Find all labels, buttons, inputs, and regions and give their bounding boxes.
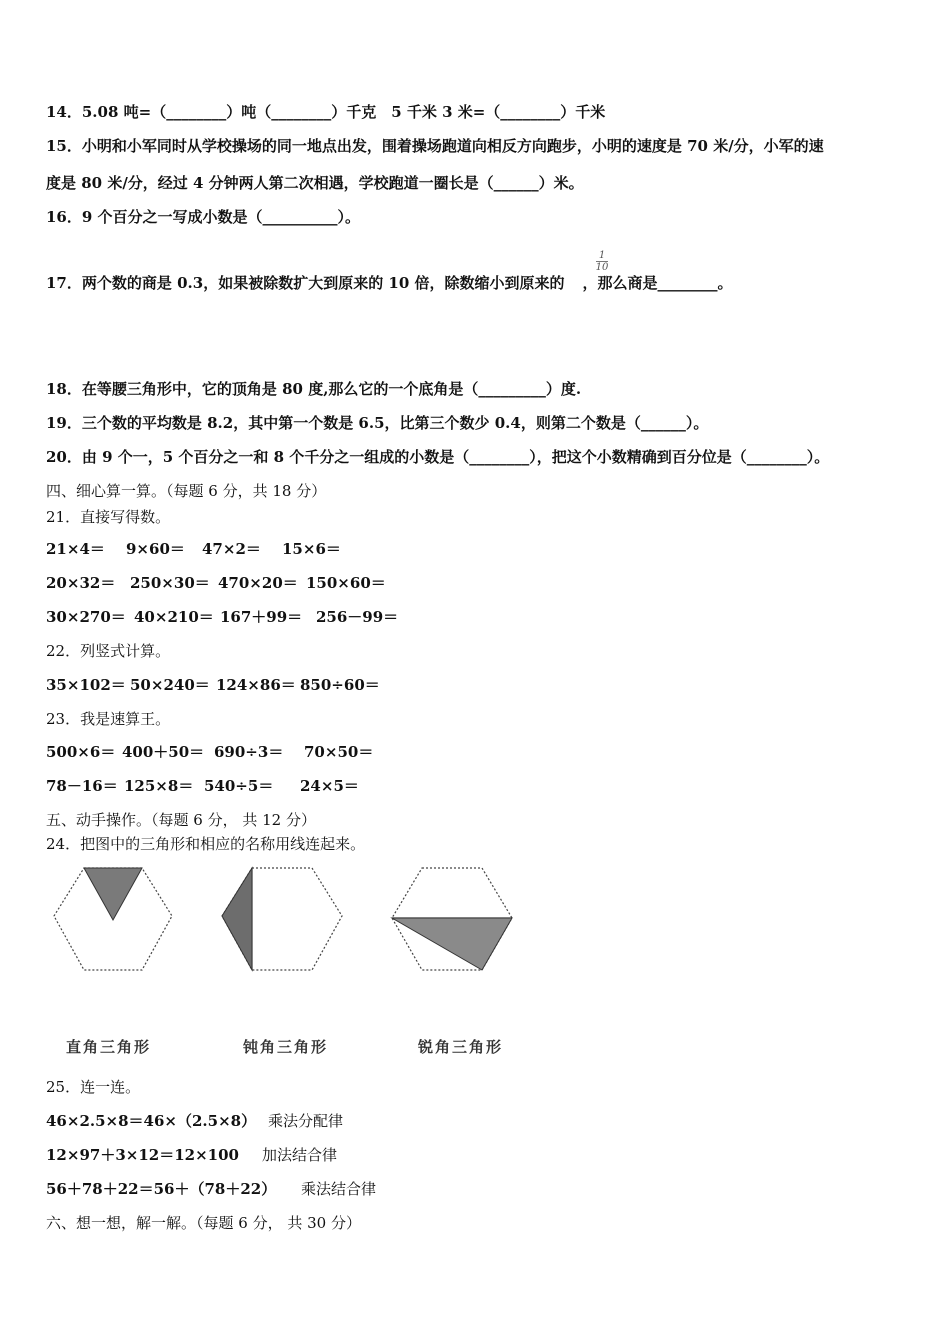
section-5-heading: 五、动手操作。（每题 6 分， 共 12 分）	[46, 811, 316, 829]
fraction-numerator: 1	[598, 250, 606, 261]
calc-item: 70×50＝	[304, 743, 374, 761]
calc-item: 167＋99＝	[220, 608, 303, 626]
question-24: 24．把图中的三角形和相应的名称用线连起来。	[46, 835, 366, 853]
calc-item: 21×4＝	[46, 540, 105, 558]
question-17-text-post: ，那么商是________。	[582, 274, 733, 292]
hexagon-right-triangle	[222, 868, 342, 970]
calc-item: 35×102＝	[46, 676, 126, 694]
hexagon-obtuse-triangle	[392, 868, 512, 970]
match-expression: 46×2.5×8＝46×（2.5×8）	[46, 1112, 257, 1130]
question-14: 14．5.08 吨=（________）吨（________）千克 5 千米 3 米=（________）千米	[46, 103, 606, 121]
q25-row-2	[46, 1145, 337, 1165]
q22-row	[46, 675, 380, 695]
section-6-heading: 六、想一想，解一解。（每题 6 分， 共 30 分）	[46, 1214, 361, 1232]
calc-item: 20×32＝	[46, 574, 116, 592]
match-expression: 12×97＋3×12＝12×100	[46, 1146, 239, 1164]
calc-item: 78－16＝	[46, 777, 118, 795]
calc-item: 500×6＝	[46, 743, 116, 761]
section-4-heading: 四、细心算一算。（每题 6 分，共 18 分）	[46, 482, 327, 500]
question-15-line2: 度是 80 米/分，经过 4 分钟两人第二次相遇，学校跑道一圈长是（______）米。	[46, 174, 584, 192]
calc-item: 400＋50＝	[122, 743, 205, 761]
question-20: 20．由 9 个一，5 个百分之一和 8 个千分之一组成的小数是（________），把这个小数精确到百分位是（________）。	[46, 448, 830, 466]
q23-row-2	[46, 776, 359, 796]
calc-item: 47×2＝	[202, 540, 261, 558]
calc-item: 540÷5＝	[204, 777, 274, 795]
q25-row-1	[46, 1111, 343, 1131]
hexagon-triangles-figure	[40, 862, 530, 982]
calc-item: 850÷60＝	[300, 676, 380, 694]
calc-item: 256－99＝	[316, 608, 399, 626]
question-25: 25．连一连。	[46, 1078, 141, 1096]
q21-row-2	[46, 573, 386, 593]
hexagon-acute-triangle	[54, 868, 172, 970]
calc-item: 9×60＝	[126, 540, 185, 558]
label-obtuse-triangle: 钝角三角形	[243, 1038, 329, 1056]
calc-item: 24×5＝	[300, 777, 359, 795]
label-right-triangle: 直角三角形	[66, 1038, 152, 1056]
calc-item: 50×240＝	[130, 676, 210, 694]
calc-item: 250×30＝	[130, 574, 210, 592]
match-expression: 56＋78＋22＝56＋（78＋22）	[46, 1180, 277, 1198]
q21-row-1	[46, 539, 341, 559]
calc-item: 30×270＝	[46, 608, 126, 626]
question-16: 16．9 个百分之一写成小数是（__________）。	[46, 208, 361, 226]
question-18: 18．在等腰三角形中，它的顶角是 80 度,那么它的一个底角是（_________）度.	[46, 380, 582, 398]
calc-item: 125×8＝	[124, 777, 194, 795]
label-acute-triangle: 锐角三角形	[418, 1038, 504, 1056]
calc-item: 124×86＝	[216, 676, 296, 694]
question-21: 21．直接写得数。	[46, 508, 171, 526]
question-22: 22．列竖式计算。	[46, 642, 171, 660]
q21-row-3	[46, 607, 398, 627]
calc-item: 15×6＝	[282, 540, 341, 558]
calc-item: 150×60＝	[306, 574, 386, 592]
q25-row-3	[46, 1179, 376, 1199]
question-19: 19．三个数的平均数是 8.2，其中第一个数是 6.5，比第三个数少 0.4，则第二个数是（______）。	[46, 414, 709, 432]
question-17-text-pre: 17．两个数的商是 0.3，如果被除数扩大到原来的 10 倍，除数缩小到原来的	[46, 274, 565, 292]
question-17	[46, 273, 733, 293]
match-law: 加法结合律	[262, 1146, 338, 1164]
question-23: 23．我是速算王。	[46, 710, 171, 728]
fraction-denominator: 10	[595, 262, 609, 273]
match-law: 乘法结合律	[301, 1180, 377, 1198]
calc-item: 470×20＝	[218, 574, 298, 592]
fraction-one-tenth	[594, 250, 610, 273]
calc-item: 40×210＝	[134, 608, 214, 626]
question-15-line1: 15．小明和小军同时从学校操场的同一地点出发，围着操场跑道向相反方向跑步，小明的速度是 70 米/分，小军的速	[46, 137, 824, 155]
match-law: 乘法分配律	[268, 1112, 344, 1130]
q23-row-1	[46, 742, 373, 762]
calc-item: 690÷3＝	[214, 743, 284, 761]
